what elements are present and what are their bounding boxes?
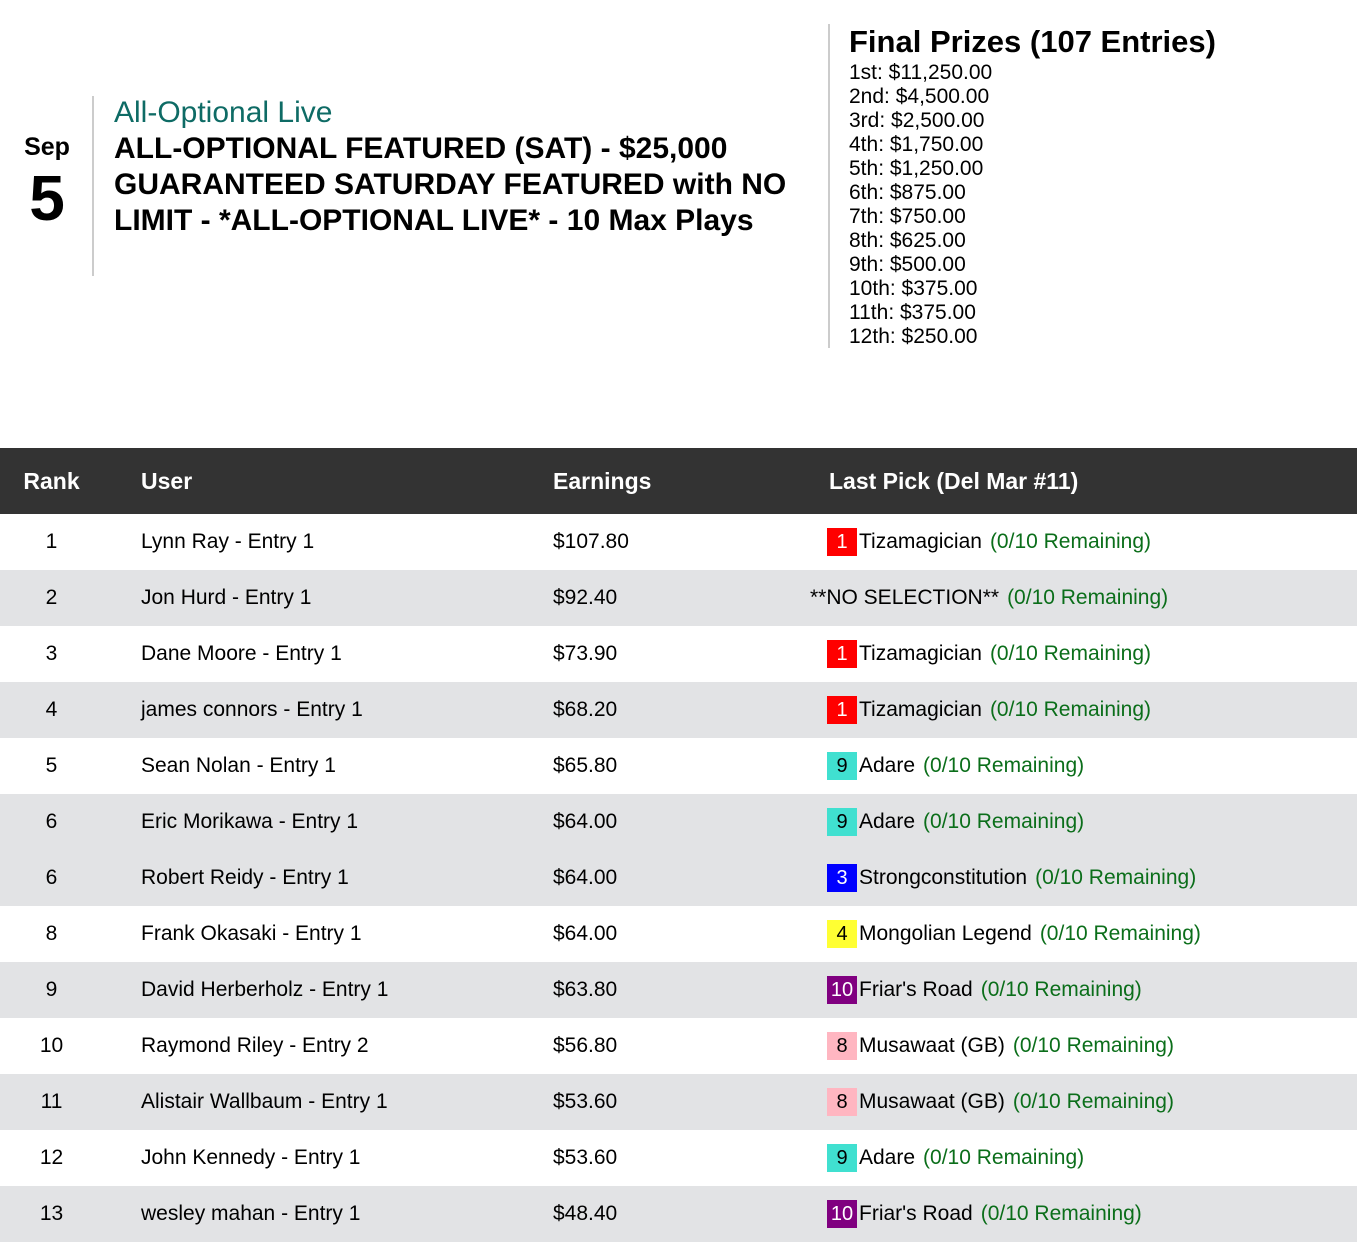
remaining-count: (0/10 Remaining) (989, 642, 1152, 665)
earnings-cell: $65.80 (553, 754, 618, 777)
prizes-title: Final Prizes (107 Entries) (849, 24, 1216, 59)
rank-cell: 8 (45, 922, 58, 945)
prize-line: 2nd: $4,500.00 (849, 85, 990, 108)
last-pick (827, 1144, 1084, 1172)
rank-cell: 6 (45, 810, 58, 833)
table-row[interactable] (0, 1186, 1357, 1242)
user-cell[interactable]: John Kennedy - Entry 1 (141, 1146, 361, 1169)
last-pick (827, 1088, 1174, 1116)
earnings-cell: $48.40 (553, 1202, 618, 1225)
prize-line: 3rd: $2,500.00 (849, 109, 985, 132)
saddle-cloth-number: 4 (827, 920, 857, 948)
prize-line: 11th: $375.00 (849, 301, 976, 324)
prize-list (849, 61, 1216, 349)
user-cell[interactable]: wesley mahan - Entry 1 (141, 1202, 361, 1225)
contest-title: ALL-OPTIONAL FEATURED (SAT) - $25,000 GUARANTEED SATURDAY FEATURED with NO LIMIT - *ALL-OPTIONAL LIVE* - 10 Max Plays (114, 132, 787, 237)
saddle-cloth-number: 8 (827, 1088, 857, 1116)
horse-name: Tizamagician (859, 530, 982, 553)
user-cell[interactable]: Eric Morikawa - Entry 1 (141, 810, 359, 833)
contest-type: All-Optional Live (114, 96, 333, 129)
table-row[interactable] (0, 738, 1357, 794)
remaining-count: (0/10 Remaining) (989, 530, 1152, 553)
earnings-cell: $53.60 (553, 1146, 618, 1169)
prize-line: 7th: $750.00 (849, 205, 966, 228)
user-cell[interactable]: Alistair Wallbaum - Entry 1 (141, 1090, 388, 1113)
user-cell[interactable]: David Herberholz - Entry 1 (141, 978, 389, 1001)
horse-name: Tizamagician (859, 698, 982, 721)
horse-name: Adare (859, 810, 916, 833)
horse-name: Strongconstitution (859, 866, 1028, 889)
last-pick-cell (753, 906, 1357, 962)
table-row[interactable] (0, 570, 1357, 626)
last-pick-cell (753, 1074, 1357, 1130)
contest-date (0, 130, 94, 232)
table-row[interactable] (0, 1074, 1357, 1130)
saddle-cloth-number: 1 (827, 528, 857, 556)
user-cell[interactable]: Raymond Riley - Entry 2 (141, 1034, 369, 1057)
rank-cell: 6 (45, 866, 58, 889)
last-pick-cell (753, 794, 1357, 850)
remaining-count: (0/10 Remaining) (1012, 1034, 1174, 1057)
leaderboard-table (0, 448, 1357, 1242)
saddle-cloth-number: 1 (827, 640, 857, 668)
table-row[interactable] (0, 850, 1357, 906)
earnings-cell: $64.00 (553, 810, 618, 833)
earnings-cell: $107.80 (553, 530, 629, 553)
header-rank[interactable]: Rank (23, 467, 80, 494)
table-row[interactable] (0, 514, 1357, 570)
remaining-count: (0/10 Remaining) (923, 810, 1085, 833)
horse-name: Musawaat (GB) (859, 1034, 1005, 1057)
prize-panel (849, 24, 1216, 349)
prize-line: 6th: $875.00 (849, 181, 966, 204)
last-pick (827, 640, 1151, 668)
table-row[interactable] (0, 1130, 1357, 1186)
last-pick (827, 920, 1201, 948)
last-pick (827, 696, 1151, 724)
leaderboard-header (0, 448, 1357, 514)
saddle-cloth-number: 3 (827, 864, 857, 892)
earnings-cell: $64.00 (553, 866, 618, 889)
saddle-cloth-number: 1 (827, 696, 857, 724)
rank-cell: 4 (45, 698, 58, 721)
remaining-count: (0/10 Remaining) (1012, 1090, 1174, 1113)
user-cell[interactable]: james connors - Entry 1 (141, 698, 363, 721)
last-pick-cell (753, 626, 1357, 682)
header-earnings[interactable]: Earnings (553, 467, 652, 494)
saddle-cloth-number: 10 (827, 1200, 857, 1228)
earnings-cell: $53.60 (553, 1090, 618, 1113)
rank-cell: 3 (45, 642, 58, 665)
user-cell[interactable]: Jon Hurd - Entry 1 (141, 586, 312, 609)
last-pick (827, 864, 1196, 892)
remaining-count: (0/10 Remaining) (923, 1146, 1085, 1169)
last-pick (827, 808, 1084, 836)
prize-line: 8th: $625.00 (849, 229, 966, 252)
last-pick-cell (753, 1018, 1357, 1074)
horse-name: Adare (859, 1146, 916, 1169)
remaining-count: (0/10 Remaining) (1007, 586, 1169, 609)
date-divider (92, 96, 94, 276)
table-row[interactable] (0, 682, 1357, 738)
horse-name: Mongolian Legend (859, 922, 1032, 945)
horse-name: **NO SELECTION** (810, 586, 1000, 609)
saddle-cloth-number: 9 (827, 752, 857, 780)
header-user[interactable]: User (141, 467, 193, 494)
remaining-count: (0/10 Remaining) (980, 978, 1142, 1001)
last-pick (810, 586, 1168, 610)
prize-line: 12th: $250.00 (849, 325, 978, 348)
last-pick (827, 752, 1084, 780)
prize-line: 9th: $500.00 (849, 253, 966, 276)
saddle-cloth-number: 9 (827, 1144, 857, 1172)
remaining-count: (0/10 Remaining) (980, 1202, 1142, 1225)
earnings-cell: $73.90 (553, 642, 618, 665)
horse-name: Adare (859, 754, 916, 777)
user-cell[interactable]: Lynn Ray - Entry 1 (141, 530, 315, 553)
user-cell[interactable]: Robert Reidy - Entry 1 (141, 866, 349, 889)
last-pick-cell (753, 514, 1357, 570)
last-pick-cell (753, 962, 1357, 1018)
remaining-count: (0/10 Remaining) (989, 698, 1152, 721)
table-row[interactable] (0, 626, 1357, 682)
last-pick (827, 1200, 1142, 1228)
horse-name: Friar's Road (859, 1202, 973, 1225)
date-day: 5 (29, 162, 65, 234)
earnings-cell: $64.00 (553, 922, 618, 945)
earnings-cell: $56.80 (553, 1034, 618, 1057)
saddle-cloth-number: 10 (827, 976, 857, 1004)
saddle-cloth-number: 9 (827, 808, 857, 836)
user-cell[interactable]: Dane Moore - Entry 1 (141, 642, 342, 665)
date-month: Sep (24, 133, 70, 161)
user-cell[interactable]: Frank Okasaki - Entry 1 (141, 922, 362, 945)
saddle-cloth-number: 8 (827, 1032, 857, 1060)
prizes-divider (828, 24, 830, 348)
horse-name: Tizamagician (859, 642, 982, 665)
rank-cell: 1 (45, 530, 58, 553)
horse-name: Friar's Road (859, 978, 973, 1001)
last-pick-cell (753, 1186, 1357, 1242)
last-pick (827, 976, 1142, 1004)
rank-cell: 13 (39, 1202, 64, 1225)
prize-line: 4th: $1,750.00 (849, 133, 984, 156)
rank-cell: 5 (45, 754, 58, 777)
horse-name: Musawaat (GB) (859, 1090, 1005, 1113)
last-pick-cell (753, 682, 1357, 738)
rank-cell: 2 (45, 586, 58, 609)
last-pick (827, 528, 1151, 556)
table-row[interactable] (0, 1018, 1357, 1074)
last-pick-cell (753, 570, 1357, 626)
earnings-cell: $92.40 (553, 586, 618, 609)
rank-cell: 11 (40, 1090, 63, 1113)
remaining-count: (0/10 Remaining) (1035, 866, 1197, 889)
earnings-cell: $63.80 (553, 978, 618, 1001)
last-pick (827, 1032, 1174, 1060)
user-cell[interactable]: Sean Nolan - Entry 1 (141, 754, 336, 777)
last-pick-cell (753, 738, 1357, 794)
table-row[interactable] (0, 794, 1357, 850)
rank-cell: 10 (39, 1034, 64, 1057)
prize-line: 10th: $375.00 (849, 277, 978, 300)
rank-cell: 12 (39, 1146, 64, 1169)
remaining-count: (0/10 Remaining) (1039, 922, 1201, 945)
table-row[interactable] (0, 962, 1357, 1018)
prize-line: 5th: $1,250.00 (849, 157, 984, 180)
table-row[interactable] (0, 906, 1357, 962)
last-pick-cell (753, 1130, 1357, 1186)
header-last-pick[interactable]: Last Pick (Del Mar #11) (829, 467, 1079, 494)
rank-cell: 9 (45, 978, 58, 1001)
earnings-cell: $68.20 (553, 698, 618, 721)
prize-line: 1st: $11,250.00 (849, 61, 993, 84)
remaining-count: (0/10 Remaining) (923, 754, 1085, 777)
last-pick-cell (753, 850, 1357, 906)
